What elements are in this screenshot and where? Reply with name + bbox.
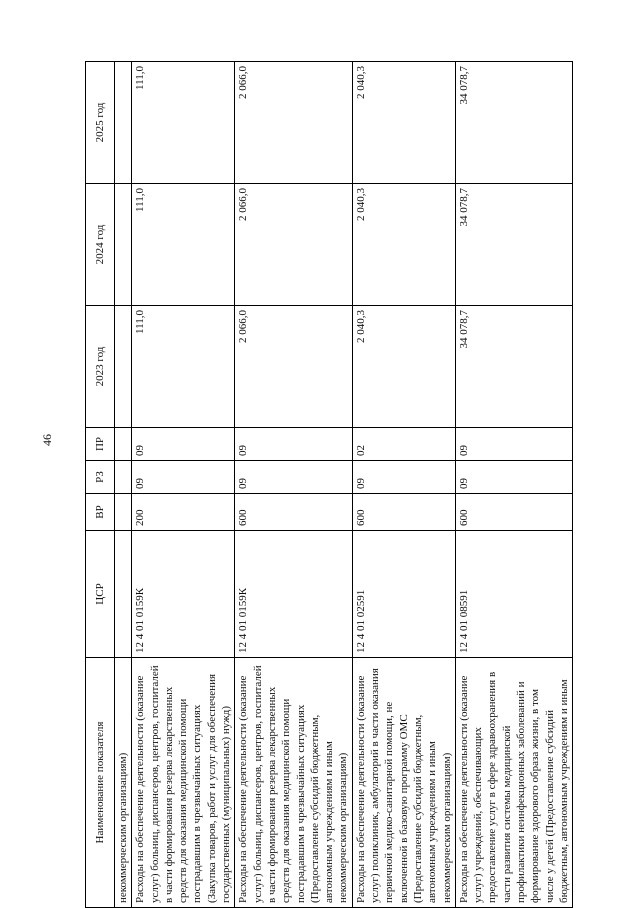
cell-vr: 200 [132,494,235,531]
cell-2024: 111,0 [132,184,235,306]
cell-csr: 12 4 01 08591 [455,531,572,658]
cell-csr: 12 4 01 0159К [132,531,235,658]
cell-pr: 09 [235,428,352,461]
cell-rz: 09 [352,461,455,494]
header-name: Наименование показателя [86,658,115,908]
table-row [352,62,455,908]
cell-2025: 111,0 [132,62,235,184]
header-pr: ПР [86,428,115,461]
cell-name: Расходы на обеспечение деятельности (оказание услуг) больниц, диспансеров, центров, госпиталей в части формирования резерва лекарственных средств для оказания медицинской помощи пострадавшим в чрезвычайных ситуациях (Предоставление субсидий бюджетным, автономным учреждениям и иным некоммерческим организациям) [235,658,352,908]
cell-name: Расходы на обеспечение деятельности (оказание услуг) поликлиник, амбулаторий в части оказания первичной медико-санитарной помощи, не включенной в базовую программу ОМС (Предоставление субсидий бюджетным, автономным учреждениям и иным некоммерческим организациям) [352,658,455,908]
cell-rz: 09 [235,461,352,494]
cell-rz: 09 [455,461,572,494]
cell-csr: 12 4 01 02591 [352,531,455,658]
cell-vr: 600 [352,494,455,531]
cell-name: Расходы на обеспечение деятельности (оказание услуг) больниц, диспансеров, центров, госпиталей в части формирования резерва лекарственных средств для оказания медицинской помощи пострадавшим в чрезвычайных ситуациях (Закупка товаров, работ и услуг для обеспечения государственных (муниципальных) нужд) [132,658,235,908]
cell-2024: 34 078,7 [455,184,572,306]
cell-name: Расходы на обеспечение деятельности (оказание услуг) учреждений, обеспечивающих предоставление услуг в сфере здравоохранения в части развития системы медицинской профилактики неинфекционных заболеваний и формирование здорового образа жизни, в том числе у детей (Предоставление субсидий бюджетным, автономным учреждениям и иным [455,658,572,908]
cell-2023: 34 078,7 [455,306,572,428]
header-vr: ВР [86,494,115,531]
header-rz: РЗ [86,461,115,494]
table-row [132,62,235,908]
cell-2025: 2 040,3 [352,62,455,184]
table-header-row [86,62,115,908]
header-2025: 2025 год [86,62,115,184]
table-row [235,62,352,908]
cell-vr: 600 [455,494,572,531]
budget-table [85,61,573,908]
cell-pr: 02 [352,428,455,461]
cell-2025: 2 066,0 [235,62,352,184]
cell-2023: 111,0 [132,306,235,428]
continuation-row [115,62,132,908]
budget-table-container [85,62,628,908]
cell-2024: 2 040,3 [352,184,455,306]
cell-2023: 2 040,3 [352,306,455,428]
cell-2024: 2 066,0 [235,184,352,306]
cell-csr: 12 4 01 0159К [235,531,352,658]
cell-2023: 2 066,0 [235,306,352,428]
continuation-text: некоммерческим организациям) [115,658,132,908]
cell-pr: 09 [132,428,235,461]
cell-2025: 34 078,7 [455,62,572,184]
page-number: 46 [40,434,54,446]
cell-rz: 09 [132,461,235,494]
header-2024: 2024 год [86,184,115,306]
cell-vr: 600 [235,494,352,531]
header-2023: 2023 год [86,306,115,428]
rotated-table-frame [85,62,628,908]
table-row [455,62,572,908]
cell-pr: 09 [455,428,572,461]
header-csr: ЦСР [86,531,115,658]
